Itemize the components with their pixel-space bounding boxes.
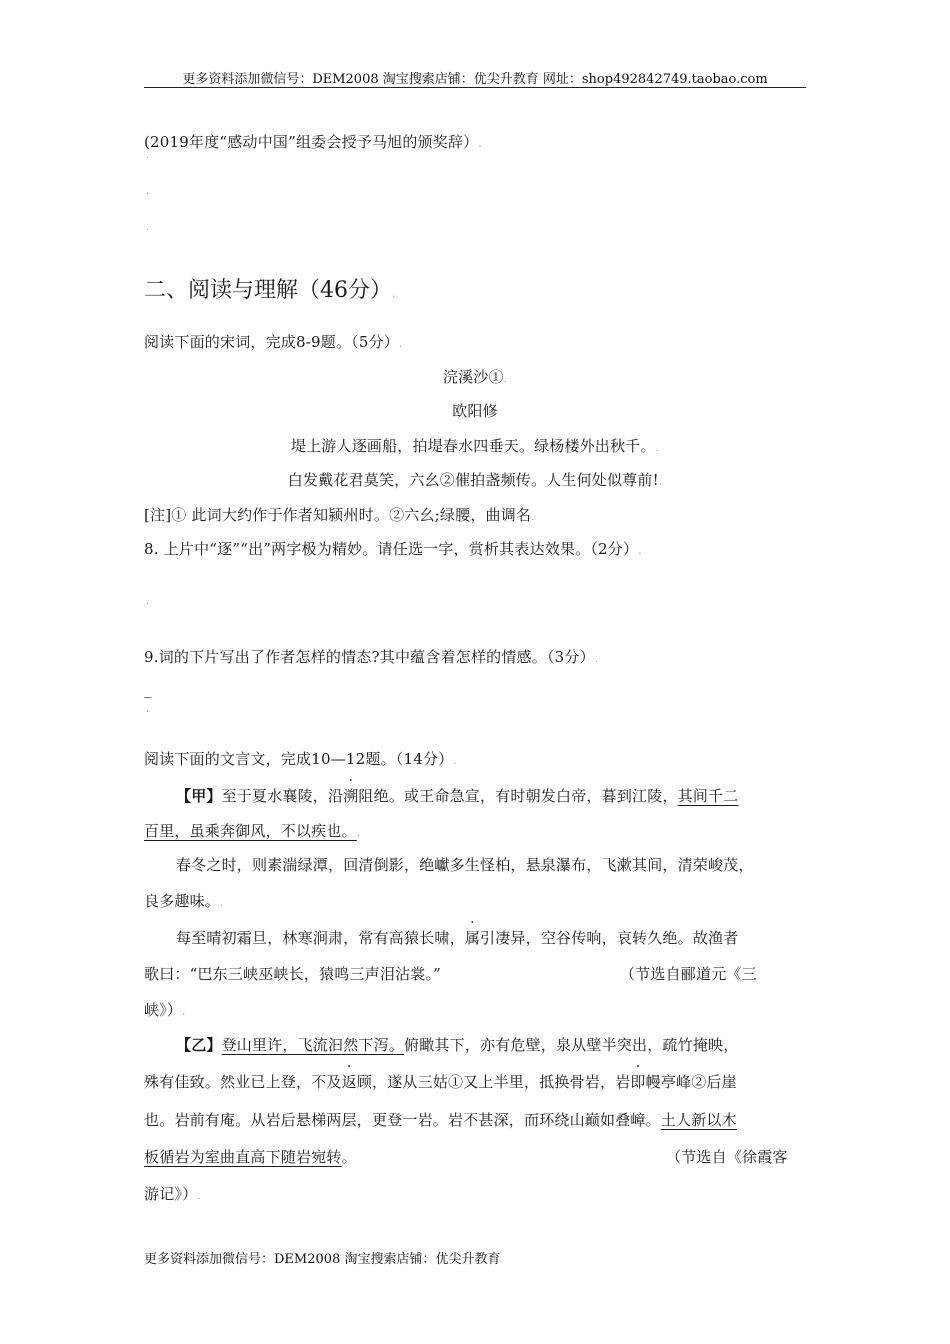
emphasis-char: 属 — [464, 929, 481, 947]
passage-yi-line — [176, 1034, 738, 1055]
blank-dot: . — [146, 222, 150, 233]
underlined-sentence: 登山里许，飞流汩然下泻。 — [221, 1036, 405, 1054]
poem-author: 欧阳修 — [452, 402, 498, 420]
passage-text: 良多趣味。 — [144, 892, 221, 910]
passage-jia-line — [176, 785, 738, 806]
passage-text: 每至晴初霜旦，林寒涧肃，常有高猿长啸， — [176, 929, 465, 947]
passage-jia-line: 春冬之时，则素湍绿潭，回清倒影，绝巘多生怪柏，悬泉瀑布，飞漱其间，清荣峻茂， — [176, 856, 754, 874]
poem-line-text: 堤上游人逐画船，拍堤春水四垂天。绿杨楼外出秋千。 — [290, 437, 656, 455]
source-citation: （节选自郦道元《三 — [620, 965, 757, 983]
blank-dot: . — [146, 186, 150, 197]
prose-instruction: 阅读下面的文言文，完成10—12题。（14分）. — [144, 750, 457, 768]
poem-instruction: 阅读下面的宋词，完成8-9题。（5分）. — [144, 333, 403, 351]
blank-dot: . — [146, 150, 150, 161]
passage-jia-line: 百里，虽乘奔御风，不以疾也。. — [144, 822, 361, 840]
passage-text: 俯瞰其下，亦有危壁，泉从壁半突出，疏竹掩映， — [404, 1036, 739, 1054]
underlined-sentence: 土人新以木 — [660, 1111, 737, 1129]
poem-line: 堤上游人逐画船，拍堤春水四垂天。绿杨楼外出秋千。. — [290, 437, 660, 455]
passage-text: 至于夏水襄陵，沿 — [221, 787, 344, 805]
section-title-text: 二、阅读与理解（46分） — [144, 278, 392, 303]
award-caption-text: (2019年度“感动中国”组委会授予马旭的颁奖辞） — [144, 133, 479, 151]
source-citation: （节选自《徐霞客 — [666, 1148, 788, 1166]
passage-text: 阻绝。或王命急宣，有时朝发白帝，暮到江陵， — [358, 787, 678, 805]
poem-line: 白发戴花君莫笑，六幺②催拍盏频传。人生何处似尊前!. — [287, 471, 663, 489]
passage-yi-line — [144, 1146, 357, 1167]
question-8: 8. 上片中“逐”“出”两字极为精妙。请任选一字，赏析其表达效果。（2分）. — [144, 540, 642, 558]
poem-instruction-text: 阅读下面的宋词，完成8-9题。（5分） — [144, 333, 400, 351]
page-footer: 更多资料添加微信号：DEM2008 淘宝搜索店铺：优尖升教育 — [144, 1252, 501, 1267]
question-9-text: 9.词的下片写出了作者怎样的情态?其中蕴含着怎样的情感。（3分） — [144, 648, 595, 666]
poem-note-text: [注]① 此词大约作于作者知颍州时。②六幺;绿腰，曲调名 — [144, 506, 532, 524]
passage-jia-line: 良多趣味。. — [144, 892, 224, 910]
passage-text: 殊有佳致。然业已上登，不及 — [144, 1073, 342, 1091]
source-citation: 峡》）. — [144, 1001, 186, 1019]
passage-jia-line — [176, 927, 738, 948]
poem-note: [注]① 此词大约作于作者知颍州时。②六幺;绿腰，曲调名. — [144, 506, 535, 524]
section-title: 二、阅读与理解（46分）. — [144, 278, 396, 303]
passage-text: 幔亭峰②后崖 — [645, 1073, 737, 1091]
underlined-sentence: 百里，虽乘奔御风，不以疾也。 — [144, 822, 357, 840]
underlined-sentence: 其间千二 — [677, 787, 739, 805]
poem-title: 浣溪沙①. — [442, 368, 508, 386]
award-caption: (2019年度“感动中国”组委会授予马旭的颁奖辞）. — [144, 133, 482, 151]
underlined-sentence: 板循岩为室曲直高下随岩宛转 — [144, 1148, 342, 1166]
answer-blank: _ — [144, 680, 152, 698]
passage-jia-tag: 【甲】 — [176, 787, 222, 805]
poem-title-text: 浣溪沙① — [442, 368, 504, 386]
emphasis-char: 溯 — [343, 787, 359, 805]
passage-text: 。 — [341, 1148, 357, 1166]
passage-jia-line: 歌曰：“巴东三峡巫峡长，猿鸣三声泪沾裳。” — [144, 965, 442, 983]
blank-dot: . — [146, 704, 150, 715]
emphasis-char: 返 — [341, 1073, 357, 1091]
blank-dot: . — [146, 596, 150, 607]
passage-text: 引凄异，空谷传响，哀转久绝。故渔者 — [480, 929, 739, 947]
source-citation-text: 峡》） — [144, 1001, 183, 1019]
source-citation: 游记》）. — [144, 1185, 201, 1203]
prose-instruction-text: 阅读下面的文言文，完成10—12题。（14分） — [144, 750, 454, 768]
passage-text: 也。岩前有庵。从岩后悬梯两层，更登一岩。岩不甚深，而环绕山巅如叠嶂。 — [144, 1111, 661, 1129]
emphasis-char: 即 — [630, 1073, 646, 1091]
passage-yi-line — [144, 1071, 737, 1092]
passage-text: 顾，遂从三姑①又上半里，抵换骨岩，岩 — [356, 1073, 631, 1091]
page-header: 更多资料添加微信号：DEM2008 淘宝搜索店铺：优尖升教育 网址：shop492842749.taobao.com — [182, 72, 768, 87]
question-8-text: 8. 上片中“逐”“出”两字极为精妙。请任选一字，赏析其表达效果。（2分） — [144, 540, 639, 558]
question-9: 9.词的下片写出了作者怎样的情态?其中蕴含着怎样的情感。（3分）. — [144, 648, 599, 666]
passage-yi-tag: 【乙】 — [176, 1036, 222, 1054]
poem-line-text: 白发戴花君莫笑，六幺②催拍盏频传。人生何处似尊前! — [287, 471, 659, 489]
source-citation-text: 游记》） — [144, 1185, 198, 1203]
header-rule — [144, 87, 806, 88]
passage-yi-line — [144, 1109, 737, 1130]
